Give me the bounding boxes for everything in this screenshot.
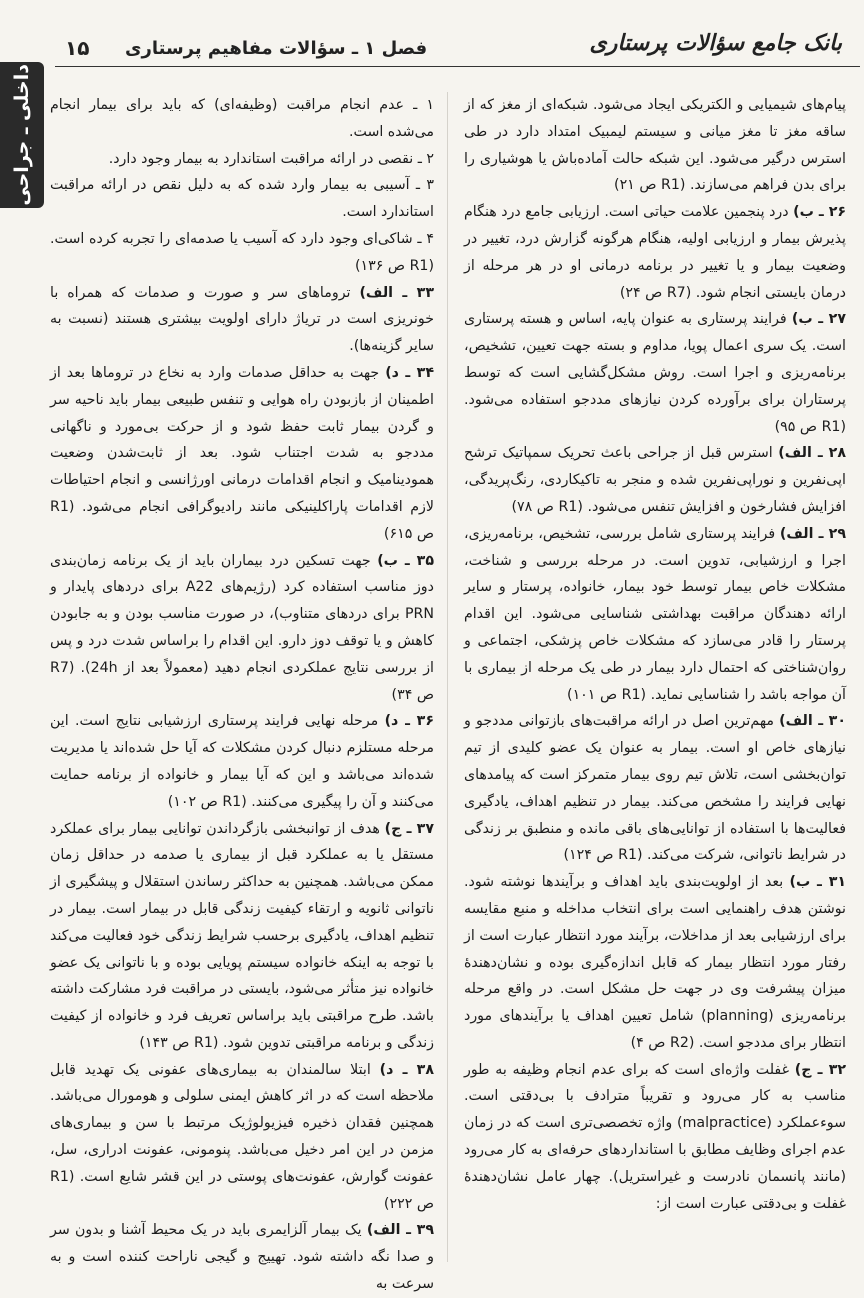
answer-text: فرایند پرستاری به عنوان پایه، اساس و هسته پرستاری است. یک سری اعمال پویا، مداوم و بسته جهت تعیین، تشخیص، برنامه‌ریزی و اجرا است. روش مشکل‌گشایی است که توسط پرستاران برای برآورده کردن نیازهای مددجو استفاده می‌شود. (464, 311, 846, 408)
answer-paragraph (464, 306, 846, 440)
answer-label: ۳۷ ـ ج) (384, 820, 434, 837)
answer-text: جهت به حداقل صدمات وارد به نخاع در تروماها بعد از اطمینان از بازبودن راه هوایی و تنفس طبیعی بیمار باید ناحیه سر و گردن بیمار ثابت حفظ شود و از حرکت بی‌مورد و ناگهانی مددجو به شدت اجتناب شود. بعد از ثابت‌شدن وضعیت همودینامیک و انجام اقدامات درمانی اورژانسی و انجام احتیاطات لازم اقدامات پاراکلینیکی مانند رادیوگرافی انجام می‌شود. (50, 364, 434, 515)
reference-citation: (R1 ص ۲۱) (614, 177, 686, 194)
answer-paragraph (464, 869, 846, 1057)
answer-text: جهت تسکین درد بیماران باید از یک برنامه زمان‌بندی دوز مناسب استفاده کرد (رژیم‌های A22 برای دردهای پایدار و PRN برای دردهای متناوب)، در صورت مناسب بودن و به جابودن کاهش و یا توقف دوز دارو. این اقدام را براساس شدت درد و پس از بررسی نتایج عملکردی انجام دهید (معمولاً بعد از 24h). (50, 552, 434, 676)
answer-paragraph (50, 280, 434, 360)
answer-text: ابتلا سالمندان به بیماری‌های عفونی یک تهدید قابل ملاحظه است که در اثر کاهش ایمنی سلولی و هومورال می‌باشد. همچنین فقدان ذخیره فیزیولوژیک مرتبط با سن و بیماری‌های مزمن در این امر دخیل می‌باشد. پنومونی، عفونت ادراری، سل، عفونت گوارش، عفونت‌های پوستی در این قشر شایع است. (50, 1061, 434, 1185)
answer-label: ۳۱ ـ ب) (789, 874, 847, 891)
header-rule (55, 66, 860, 67)
answer-text: بعد از اولویت‌بندی باید اهداف و برآیندها نوشته شود. نوشتن هدف راهنمایی است برای انتخاب مداخله و منبع مقایسه برای ارزشیابی بعد از مداخلات، برآیند مورد انتظار عبارت است از رفتار مورد انتظار بیمار که قابل اندازه‌گیری بوده و نشان‌دهندهٔ میزان پیشرفت وی در جهت حل مشکل است. در واقع مرحله برنامه‌ریزی (planning) شامل تعیین اهداف یا برآیندهای مورد انتظار برای مددجو است. (464, 874, 846, 1051)
reference-citation: (R1 ص ۹۵) (774, 418, 846, 435)
answer-paragraph (464, 708, 846, 869)
answer-label: ۳۴ ـ د) (385, 364, 434, 381)
answer-paragraph (50, 172, 434, 226)
answer-text: فرایند پرستاری شامل بررسی، تشخیص، برنامه‌ریزی، اجرا و ارزشیابی، تدوین است. در مرحله بررسی و شناخت، مشکلات خاص بیمار توسط خود بیمار، خانواده، پرستار و سایر ارائه دهندگان مراقبت بهداشتی شناسایی می‌شود. این اقدام پرستار را قادر می‌سازد که مشکلات خاص پزشکی، اجتماعی و روان‌شناختی که احتمال دارد بیمار در طی یک مرحله از بیماری با آن مواجه باشد را شناسایی نماید. (464, 525, 846, 703)
reference-citation: (R2 ص ۴) (630, 1034, 695, 1051)
answer-text: یک بیمار آلزایمری باید در یک محیط آشنا و بدون سر و صدا نگه داشته شود. تهییج و گیجی ناراحت کننده است و به سرعت به (50, 1222, 434, 1293)
answer-label: ۳۳ ـ الف) (359, 284, 434, 301)
reference-citation: (R1 ص ۶۱۵) (50, 498, 434, 542)
left-column (50, 92, 434, 1293)
answer-paragraph (464, 1057, 846, 1218)
answer-label: ۳۵ ـ ب) (377, 552, 434, 569)
reference-citation: (R7 ص ۳۴) (50, 659, 434, 703)
reference-citation: (R7 ص ۲۴) (619, 284, 692, 301)
answer-label: ۳۸ ـ د) (379, 1061, 434, 1078)
answer-label: ۲۷ ـ ب) (791, 311, 846, 328)
reference-citation: (R1 ص ۱۲۴) (563, 847, 643, 864)
side-tab-label: داخلی ـ جراحی (11, 64, 33, 206)
reference-citation: (R1 ص ۲۲۲) (50, 1168, 434, 1212)
reference-citation: (R1 ص ۷۸) (511, 498, 583, 515)
answer-text: ۴ ـ شاکی‌ای وجود دارد که آسیب یا صدمه‌ای را تجربه کرده است. (50, 230, 434, 247)
answer-label: ۳۹ ـ الف) (366, 1222, 434, 1239)
answer-text: هدف از توانبخشی بازگرداندن توانایی بیمار برای عملکرد مستقل یا به عملکرد قبل از بیماری یا صدمه در حداقل زمان ممکن می‌باشد. همچنین به حداکثر رساندن استقلال و پیشگیری از ناتوانی ثانویه و ارتقاء کیفیت زندگی قابل در بیمار است. بیمار در تنظیم اهداف، یادگیری برحسب شرایط زندگی خود فعالیت می‌کند با توجه به اینکه خانواده سیستم پویایی بوده و با ناتوانی یک عضو خانواده نیز متأثر می‌شود، بایستی در مراقبت فرد مشارکت داشته باشد. طرح مراقبتی باید براساس تعریف فرد و خانواده از کیفیت زندگی و برنامه مراقبتی تدوین شود. (50, 820, 434, 1051)
answer-paragraph (464, 440, 846, 520)
answer-text: پیام‌های شیمیایی و الکتریکی ایجاد می‌شود. شبکه‌ای از مغز که از ساقه مغز تا مغز میانی و سیستم لیمبیک امتداد دارد در طی استرس درگیر می‌شود. این شبکه حالت آماده‌باش یا هوشیاری را برای بدن فراهم می‌سازند. (464, 97, 846, 194)
answer-text: مرحله نهایی فرایند پرستاری ارزشیابی نتایج است. این مرحله مستلزم دنبال کردن مشکلات که آیا حل شده‌اند یا مدیریت شده‌اند می‌باشد و این که آیا بیمار و خانواده از برنامه حمایت می‌کنند و آن را پیگیری می‌کنند. (50, 713, 434, 810)
answer-label: ۲۹ ـ الف) (779, 525, 846, 542)
reference-citation: (R1 ص ۱۰۲) (167, 793, 247, 810)
answer-paragraph (50, 92, 434, 146)
book-title: بانک جامع سؤالات پرستاری (589, 30, 842, 56)
page-number: ۱۵ (65, 36, 90, 60)
reference-citation: (R1 ص ۱۳۶) (354, 257, 434, 274)
answer-paragraph (50, 146, 434, 173)
answer-text: ۱ ـ عدم انجام مراقبت (وظیفه‌ای) که باید برای بیمار انجام می‌شده است. (50, 97, 434, 140)
answer-paragraph (50, 816, 434, 1057)
answer-text: تروماهای سر و صورت و صدمات که همراه با خونریزی است در تریاژ دارای اولویت بیشتری هستند (نسبت به سایر گزینه‌ها). (50, 284, 434, 355)
answer-paragraph (50, 1057, 434, 1218)
answer-label: ۳۰ ـ الف) (779, 713, 846, 730)
section-side-tab (0, 62, 44, 208)
answer-label: ۲۶ ـ ب) (793, 204, 847, 221)
column-divider (447, 92, 448, 1262)
answer-paragraph (464, 521, 846, 709)
answer-text: غفلت واژه‌ای است که برای عدم انجام وظیفه به طور مناسب به کار می‌رود و تقریباً مترادف با بی‌دقتی است. سوءعملکرد (malpractice) واژه تخصصی‌تری است که در زمان عدم اجرای وظایف مطابق با استانداردهای حرفه‌ای به کار می‌رود (مانند پانسمان نادرست و غیراستریل). چهار عامل نشان‌دهندهٔ غفلت و بی‌دقتی عبارت است از: (464, 1061, 846, 1212)
reference-citation: (R1 ص ۱۰۱) (567, 686, 647, 703)
answer-paragraph (50, 360, 434, 548)
answer-label: ۲۸ ـ الف) (778, 445, 846, 462)
reference-citation: (R1 ص ۱۴۳) (139, 1034, 219, 1051)
answer-paragraph (50, 708, 434, 815)
answer-label: ۳۲ ـ ج) (794, 1061, 847, 1078)
answer-text: درد پنجمین علامت حیاتی است. ارزیابی جامع درد هنگام پذیرش بیمار و ارزیابی اولیه، هنگام هرگونه گزارش درد، تغییر در وضعیت بیمار و یا تغییر در برنامه درمانی او در هر مرحله از درمان بایستی انجام شود. (464, 204, 846, 301)
answer-paragraph (50, 548, 434, 709)
answer-paragraph (464, 199, 846, 306)
answer-text: مهم‌ترین اصل در ارائه مراقبت‌های بازتوانی مددجو و نیازهای خاص او است. بیمار به عنوان یک عضو کلیدی از تیم توان‌بخشی است، تلاش تیم روی بیمار متمرکز است که پیامدهای نهایی فرایند را مشخص می‌کند. بیمار در تنظیم اهداف، یادگیری فعالیت‌ها با استفاده از توانایی‌های باقی مانده و منطبق بر زندگی در شرایط ناتوانی، شرکت می‌کند. (464, 713, 846, 864)
right-column (464, 92, 846, 1272)
answer-paragraph (50, 1217, 434, 1297)
answer-label: ۳۶ ـ د) (384, 713, 434, 730)
answer-paragraph (50, 226, 434, 280)
answer-text: ۲ ـ نقصی در ارائه مراقبت استاندارد به بیمار وجود دارد. (108, 150, 434, 167)
answer-text: ۳ ـ آسیبی به بیمار وارد شده که به دلیل نقص در ارائه مراقبت استاندارد است. (50, 177, 434, 221)
answer-paragraph (464, 92, 846, 199)
chapter-title: فصل ۱ ـ سؤالات مفاهیم پرستاری (125, 38, 428, 59)
answer-text: استرس قبل از جراحی باعث تحریک سمپاتیک ترشح اپی‌نفرین و نوراپی‌نفرین شده و منجر به تاکیکاردی، رنگ‌پریدگی، افزایش فشارخون و افزایش تنفس می‌شود. (464, 445, 846, 515)
